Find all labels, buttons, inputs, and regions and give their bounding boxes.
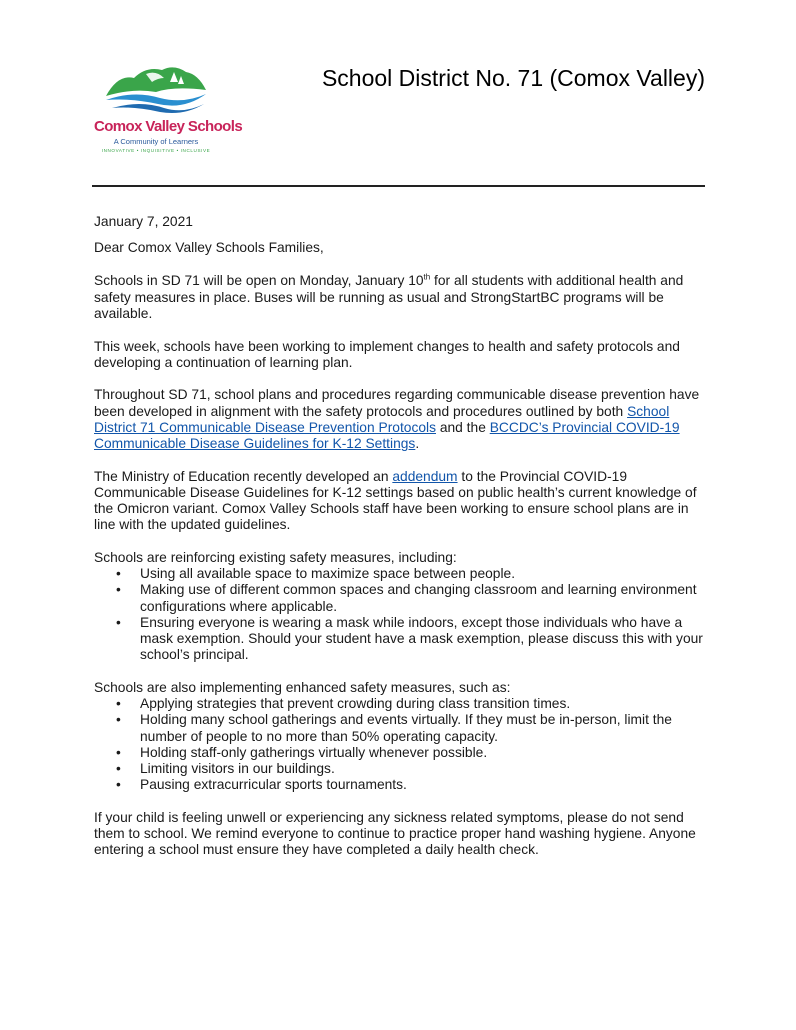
list-item: • Applying strategies that prevent crowding during class transition times. — [94, 696, 709, 712]
logo-values: INNOVATIVE • INQUISITIVE • INCLUSIVE — [101, 148, 211, 153]
paragraph-planning: This week, schools have been working to implement changes to health and safety protocols and developing a continuation of learning plan. — [94, 338, 680, 370]
existing-measures-list — [94, 566, 709, 663]
paragraph-ministry-text-b: to the Provincial COVID-19 Communicable Disease Guidelines for K-12 settings based on public health’s current knowledge of the Omicron variant. Comox Valley Schools staff have been working to ensure school plans are in line with the updated guidelines. — [94, 468, 697, 533]
paragraph-closing: If your child is feeling unwell or experiencing any sickness related symptoms, please do not send them to school. We remind everyone to continue to practice proper hand washing hygiene. Anyone entering a school must ensure they have completed a daily health check. — [94, 809, 696, 858]
paragraph-protocols — [94, 387, 709, 452]
list-item: • Ensuring everyone is wearing a mask while indoors, except those individuals who have a mask exemption. Should your student have a mask exemption, please discuss this with your school’s principal. — [94, 615, 709, 664]
paragraph-opening — [94, 273, 709, 322]
paragraph-protocols-text-a: Throughout SD 71, school plans and procedures regarding communicable disease prevention have been developed in alignment with the safety protocols and procedures outlined by both — [94, 387, 700, 419]
enhanced-measures-list — [94, 696, 709, 793]
addendum-link[interactable]: addendum — [392, 468, 458, 484]
existing-measures-intro: Schools are reinforcing existing safety measures, including: — [94, 550, 457, 566]
enhanced-measures-intro: Schools are also implementing enhanced safety measures, such as: — [94, 679, 511, 695]
list-item: • Limiting visitors in our buildings. — [94, 761, 709, 777]
list-item: • Pausing extracurricular sports tournaments. — [94, 777, 709, 793]
list-item: • Holding many school gatherings and events virtually. If they must be in-person, limit the number of people to no more than 50% operating capacity. — [94, 712, 709, 744]
logo-tagline: A Community of Learners — [113, 137, 199, 146]
list-item: • Making use of different common spaces and changing classroom and learning environment configurations where applicable. — [94, 582, 709, 614]
letter-greeting: Dear Comox Valley Schools Families, — [94, 240, 324, 256]
logo-name: Comox Valley Schools — [94, 118, 243, 135]
list-item: • Using all available space to maximize space between people. — [94, 566, 709, 582]
letter-body — [94, 214, 709, 875]
bccdc-guidelines-link[interactable]: BCCDC’s Provincial COVID-19 Communicable Disease Guidelines for K-12 Settings — [94, 419, 680, 452]
paragraph-protocols-text-b: and the — [436, 419, 490, 435]
date-ordinal-suffix: th — [423, 272, 431, 282]
paragraph-opening-text-a: Schools in SD 71 will be open on Monday, January 10 — [94, 273, 424, 289]
paragraph-ministry-text-a: The Ministry of Education recently developed an — [94, 468, 393, 484]
logo-landscape-icon — [104, 64, 208, 116]
paragraph-ministry — [94, 469, 709, 534]
letter-date: January 7, 2021 — [94, 214, 193, 229]
paragraph-opening-text-b: for all students with additional health and safety measures in place. Buses will be running as usual and StrongStartBC programs will be available. — [94, 273, 684, 321]
header-divider — [92, 185, 705, 187]
sd71-protocols-link[interactable]: School District 71 Communicable Disease Prevention Protocols — [94, 403, 670, 435]
district-logo — [94, 64, 243, 158]
page-title: School District No. 71 (Comox Valley) — [321, 65, 705, 91]
list-item: • Holding staff-only gatherings virtually whenever possible. — [94, 745, 709, 761]
paragraph-protocols-text-c: . — [415, 436, 420, 452]
